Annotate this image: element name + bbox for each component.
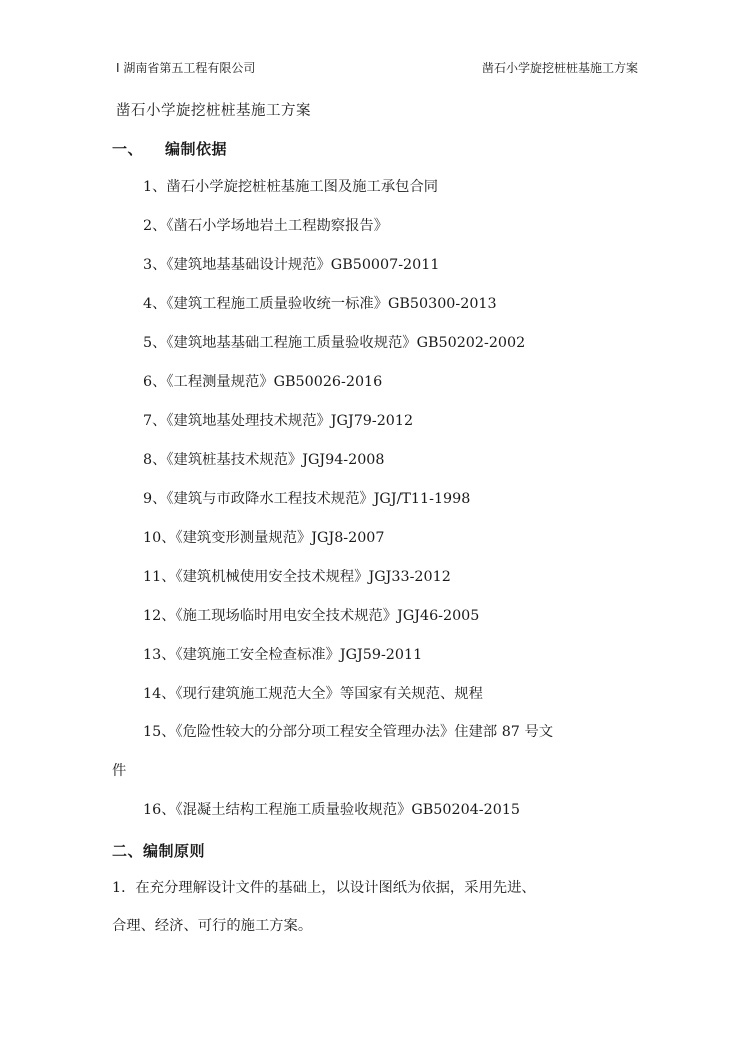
list-item-16: 16、《混凝土结构工程施工质量验收规范》GB50204-2015	[143, 802, 521, 818]
reference-list	[143, 176, 643, 722]
list-item: 11、《建筑机械使用安全技术规程》JGJ33-2012	[143, 569, 451, 585]
header-company: I 湖南省第五工程有限公司	[116, 61, 256, 75]
section-title: 编制依据	[165, 140, 228, 158]
document-title: 凿石小学旋挖桩桩基施工方案	[116, 103, 311, 119]
section-heading-principles: 二、编制原则	[112, 842, 206, 860]
list-item-15-line1: 15、《危险性较大的分部分项工程安全管理办法》住建部 87 号文	[143, 724, 554, 740]
list-item: 3、《建筑地基基础设计规范》GB50007-2011	[143, 257, 440, 273]
list-item: 8、《建筑桩基技术规范》JGJ94-2008	[143, 452, 385, 468]
list-item: 9、《建筑与市政降水工程技术规范》JGJ/T11-1998	[143, 491, 471, 507]
page-header	[116, 59, 638, 79]
section-number: 一、	[112, 140, 144, 158]
list-item: 5、《建筑地基基础工程施工质量验收规范》GB50202-2002	[143, 335, 526, 351]
list-item: 4、《建筑工程施工质量验收统一标准》GB50300-2013	[143, 296, 497, 312]
principle-paragraph-line1: 1．在充分理解设计文件的基础上，以设计图纸为依据，采用先进、	[112, 880, 536, 896]
list-item-15-line2: 件	[112, 763, 127, 779]
list-item: 6、《工程测量规范》GB50026-2016	[143, 374, 383, 390]
header-doc-title: 凿石小学旋挖桩桩基施工方案	[481, 61, 638, 75]
section-heading-basis	[112, 138, 227, 159]
list-item: 12、《施工现场临时用电安全技术规范》JGJ46-2005	[143, 608, 480, 624]
list-item: 14、《现行建筑施工规范大全》等国家有关规范、规程	[143, 686, 483, 702]
list-item: 2、《凿石小学场地岩土工程勘察报告》	[143, 218, 388, 234]
list-item: 10、《建筑变形测量规范》JGJ8-2007	[143, 530, 385, 546]
list-item: 1、凿石小学旋挖桩桩基施工图及施工承包合同	[143, 179, 439, 195]
list-item: 13、《建筑施工安全检查标准》JGJ59-2011	[143, 647, 423, 663]
principle-paragraph-line2: 合理、经济、可行的施工方案。	[112, 918, 313, 934]
list-item: 7、《建筑地基处理技术规范》JGJ79-2012	[143, 413, 414, 429]
